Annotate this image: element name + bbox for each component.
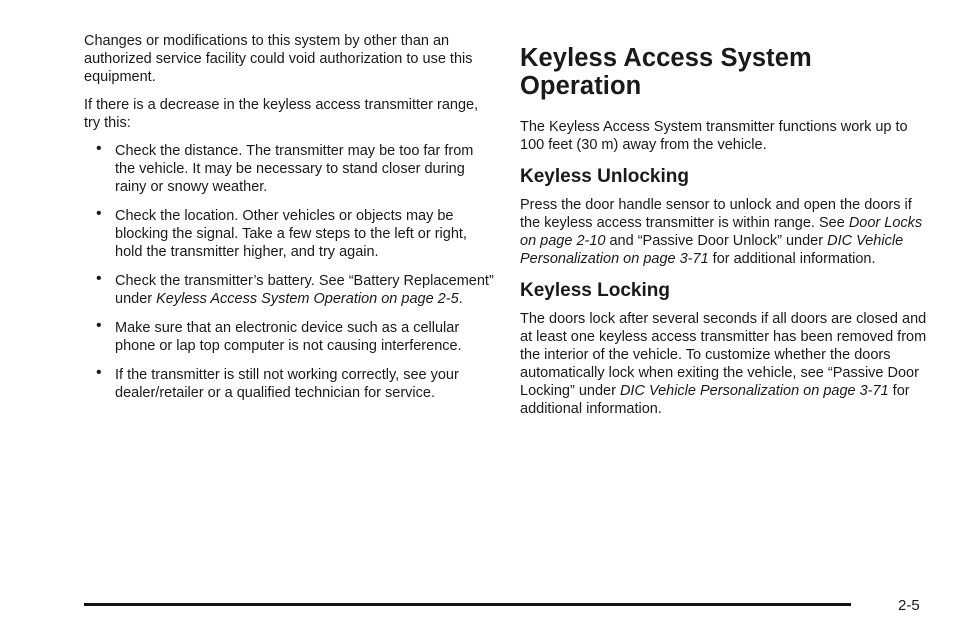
paragraph-unlocking — [520, 196, 930, 268]
troubleshooting-list — [84, 142, 494, 402]
cross-reference-link[interactable]: DIC Vehicle Personalization on page 3-71 — [520, 233, 904, 267]
list-item-text: Make sure that an electronic device such as a cellular phone or lap top computer is not causing interference. — [115, 320, 462, 354]
cross-reference-link[interactable]: DIC Vehicle Personalization on page 3-71 — [619, 383, 889, 399]
cross-reference-link[interactable]: Keyless Access System Operation on page 2-5 — [156, 291, 459, 307]
cross-reference-link[interactable]: Door Locks on page 2-10 — [520, 215, 923, 249]
right-column — [520, 32, 930, 426]
left-column — [84, 32, 494, 413]
paragraph-modifications: Changes or modifications to this system by other than an authorized service facility could void authorization to use this equipment. — [84, 33, 473, 85]
list-item-text: Check the location. Other vehicles or objects may be blocking the signal. Take a few steps to the left or right, hold the transmitter higher, and try again. — [115, 208, 467, 260]
text-run: The doors lock after several seconds if all doors are closed and at least one keyless access transmitter has been removed from the interior of the vehicle. To customize whether the doors automatically lock when exiting the vehicle, see “Passive Door Locking” under — [520, 311, 927, 399]
text-run: Press the door handle sensor to unlock and open the doors if the keyless access transmitter is within range. See — [520, 197, 912, 231]
list-item — [84, 366, 494, 402]
text-run: and “Passive Door Unlock” under — [605, 233, 828, 249]
bullet-icon: • — [96, 140, 102, 157]
bullet-icon: • — [96, 205, 102, 222]
list-item — [84, 207, 494, 261]
bullet-icon: • — [96, 364, 102, 381]
page-number: 2-5 — [898, 597, 920, 614]
list-item — [84, 319, 494, 355]
text-run: for additional information. — [520, 383, 910, 417]
bullet-icon: • — [96, 270, 102, 287]
section-heading: Keyless Access System Operation — [520, 44, 812, 100]
list-item-text: Check the transmitter’s battery. See “Battery Replacement” under — [115, 273, 494, 307]
list-item-text: If the transmitter is still not working correctly, see your dealer/retailer or a qualified technician for service. — [115, 367, 459, 401]
footer-rule — [84, 603, 851, 606]
list-item-text-end: . — [458, 291, 463, 307]
list-item-text: Check the distance. The transmitter may be too far from the vehicle. It may be necessary to stand closer during rainy or snowy weather. — [115, 143, 474, 195]
bullet-icon: • — [96, 317, 102, 334]
list-item — [84, 142, 494, 196]
subheading-locking: Keyless Locking — [520, 280, 670, 301]
text-run: for additional information. — [708, 251, 876, 267]
paragraph-intro: The Keyless Access System transmitter functions work up to 100 feet (30 m) away from the vehicle. — [520, 119, 908, 153]
paragraph-range-decrease: If there is a decrease in the keyless access transmitter range, try this: — [84, 97, 479, 131]
paragraph-locking — [520, 310, 930, 418]
list-item — [84, 272, 494, 308]
subheading-unlocking: Keyless Unlocking — [520, 166, 689, 187]
